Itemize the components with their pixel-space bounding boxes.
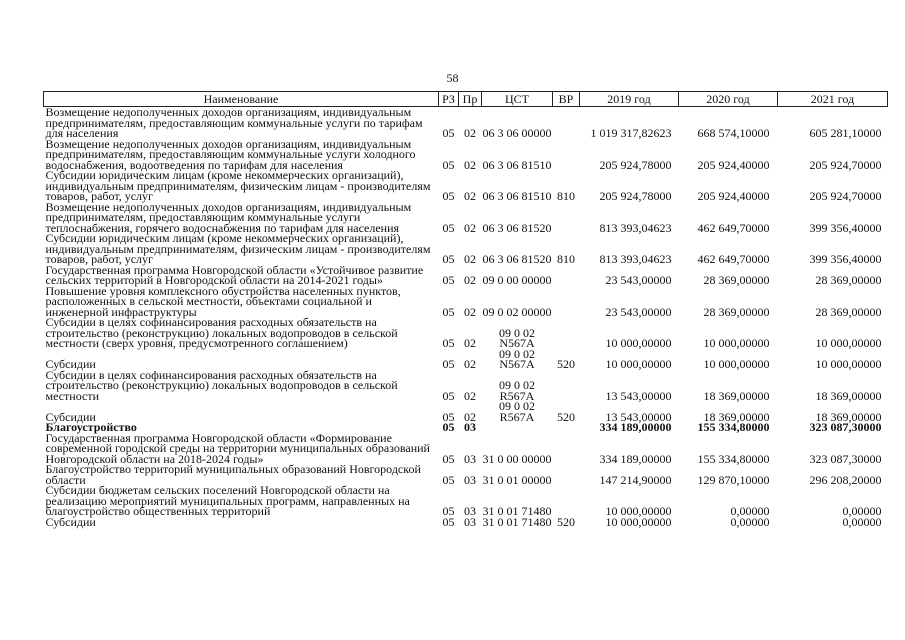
cell-2020: 129 870,10000 <box>697 472 770 487</box>
cell-name: Субсидии <box>45 409 96 424</box>
table-body <box>44 107 888 528</box>
cell-vr <box>553 422 580 433</box>
cell-vr <box>553 202 580 234</box>
header-vr: ВР <box>553 92 580 107</box>
page-number: 58 <box>446 71 459 85</box>
cell-vr <box>553 370 580 402</box>
cell-name: Субсидии <box>45 514 96 529</box>
table-row <box>44 433 888 465</box>
header-cst: ЦСТ <box>482 92 553 107</box>
budget-table <box>43 91 888 527</box>
cell-rz: 05 <box>442 157 455 172</box>
cell-vr <box>553 107 580 139</box>
cell-pr: 03 <box>464 451 476 466</box>
table-row <box>44 202 888 234</box>
cell-2021: 605 281,10000 <box>809 126 882 140</box>
cell-cst: 06 3 06 81520 <box>482 252 552 266</box>
cell-rz: 05 <box>442 336 455 350</box>
cell-cst: 09 0 02 N567A <box>499 325 535 350</box>
cell-2020: 28 369,00000 <box>703 304 770 319</box>
cell-2019: 813 393,04623 <box>599 252 672 266</box>
cell-cst: 06 3 06 00000 <box>482 126 552 140</box>
cell-2021: 399 356,40000 <box>809 220 882 235</box>
cell-vr <box>553 139 580 171</box>
cell-cst: 31 0 00 00000 <box>482 451 552 466</box>
table-row <box>44 317 888 349</box>
table-row <box>44 401 888 422</box>
cell-2019: 334 189,00000 <box>599 451 672 466</box>
cell-cst: 09 0 02 R567A <box>499 378 535 403</box>
cell-name: Благоустройство <box>45 420 137 434</box>
cell-vr: 520 <box>557 514 575 529</box>
cell-rz: 05 <box>442 451 455 466</box>
header-2019: 2019 год <box>580 92 679 107</box>
cell-vr: 810 <box>557 189 575 203</box>
cell-2020: 155 334,80000 <box>697 420 770 434</box>
table-row <box>44 517 888 528</box>
cell-pr: 02 <box>464 304 476 319</box>
cell-cst <box>482 422 553 433</box>
header-2021: 2021 год <box>778 92 888 107</box>
cell-name: Субсидии юридическим лицам (кроме некоммерческих организаций), индивидуальным предпринимателям, физическим лицам - производителям товаров, работ, услуг <box>45 231 431 266</box>
cell-2019: 13 543,00000 <box>605 388 672 403</box>
table-row <box>44 485 888 517</box>
cell-2020: 0,00000 <box>730 514 770 529</box>
cell-vr <box>553 317 580 349</box>
cell-2019: 205 924,78000 <box>599 189 672 203</box>
cell-pr: 02 <box>464 189 476 203</box>
table-row <box>44 370 888 402</box>
cell-cst: 31 0 01 00000 <box>482 472 552 487</box>
cell-2019: 10 000,00000 <box>605 357 672 371</box>
cell-2019: 13 543,00000 <box>605 409 672 424</box>
cell-name: Государственная программа Новгородской области «Формирование современной городской среды на территории муниципальных образований Новгородской области на 2018-2024 годы» <box>45 430 430 466</box>
cell-pr: 02 <box>464 409 476 424</box>
cell-2020: 462 649,70000 <box>697 252 770 266</box>
cell-rz: 05 <box>442 388 455 403</box>
cell-rz: 05 <box>442 409 455 424</box>
cell-rz: 05 <box>442 472 455 487</box>
cell-pr: 03 <box>464 472 476 487</box>
cell-2021: 18 369,00000 <box>815 388 882 403</box>
cell-pr: 02 <box>464 357 476 371</box>
cell-rz: 05 <box>442 273 455 287</box>
cell-rz: 05 <box>442 252 455 266</box>
cell-cst: 09 0 00 00000 <box>482 273 552 287</box>
cell-name: Благоустройство территорий муниципальных образований Новгородской области <box>45 462 421 487</box>
cell-2019: 23 543,00000 <box>605 273 672 287</box>
table-row <box>44 233 888 265</box>
cell-cst: 06 3 06 81510 <box>482 189 552 203</box>
cell-cst: 06 3 06 81510 <box>482 157 552 172</box>
cell-rz: 05 <box>442 126 455 140</box>
cell-2021: 10 000,00000 <box>815 357 882 371</box>
cell-2021: 28 369,00000 <box>815 304 882 319</box>
cell-2021: 323 087,30000 <box>809 451 882 466</box>
cell-vr <box>553 433 580 465</box>
cell-name: Субсидии в целях софинансирования расходных обязательств на строительство (реконструкцию) локальных водопроводов в сельской местности <box>45 367 398 403</box>
cell-rz: 05 <box>442 189 455 203</box>
cell-2021: 399 356,40000 <box>809 252 882 266</box>
cell-name: Повышение уровня комплексного обустройства населенных пунктов, расположенных в сельской местности, объектами социальной и инженерной инфраструктуры <box>45 283 401 319</box>
cell-cst: 09 0 02 R567A <box>499 399 535 424</box>
cell-pr: 03 <box>464 504 476 518</box>
cell-pr: 02 <box>464 388 476 403</box>
cell-2021: 205 924,70000 <box>809 157 882 172</box>
cell-2021: 18 369,00000 <box>815 409 882 424</box>
header-pr: Пр <box>459 92 482 107</box>
header-2020: 2020 год <box>679 92 778 107</box>
header-rz: РЗ <box>439 92 459 107</box>
cell-2020: 0,00000 <box>730 504 770 518</box>
cell-rz: 05 <box>442 420 455 434</box>
cell-pr: 02 <box>464 126 476 140</box>
cell-2021: 323 087,30000 <box>809 420 882 434</box>
cell-2021: 28 369,00000 <box>815 273 882 287</box>
cell-rz: 05 <box>442 504 455 518</box>
cell-2020: 205 924,40000 <box>697 189 770 203</box>
cell-name: Субсидии юридическим лицам (кроме некоммерческих организаций), индивидуальным предпринимателям, физическим лицам - производителям товаров, работ, услуг <box>45 168 431 203</box>
cell-vr: 520 <box>557 409 575 424</box>
cell-pr: 02 <box>464 336 476 350</box>
cell-pr: 03 <box>464 420 476 434</box>
cell-pr: 03 <box>464 514 476 529</box>
cell-2021: 0,00000 <box>842 514 882 529</box>
cell-2019: 147 214,90000 <box>599 472 672 487</box>
cell-rz: 05 <box>442 304 455 319</box>
cell-vr <box>553 485 580 517</box>
cell-2019: 1 019 317,82623 <box>590 126 672 140</box>
cell-pr: 02 <box>464 220 476 235</box>
table-row <box>44 464 888 485</box>
cell-vr <box>553 464 580 485</box>
cell-name: Государственная программа Новгородской области «Устойчивое развитие сельских территорий в Новгородской области на 2014-2021 годы» <box>45 262 424 287</box>
cell-2020: 205 924,40000 <box>697 157 770 172</box>
cell-name: Возмещение недополученных доходов организациям, индивидуальным предпринимателям, предоставляющим коммунальные услуги холодного водоснабжения, водоотведения по тарифам для населения <box>45 136 416 172</box>
cell-2019: 205 924,78000 <box>599 157 672 172</box>
header-name: Наименование <box>44 92 439 107</box>
cell-pr: 02 <box>464 157 476 172</box>
cell-2020: 462 649,70000 <box>697 220 770 235</box>
cell-rz: 05 <box>442 220 455 235</box>
cell-vr <box>553 265 580 286</box>
cell-2020: 18 369,00000 <box>703 409 770 424</box>
cell-2021: 296 208,20000 <box>809 472 882 487</box>
cell-name: Возмещение недополученных доходов организациям, индивидуальным предпринимателям, предоставляющим коммунальные услуги теплоснабжения, горячего водоснабжения по тарифам для населения <box>45 199 412 235</box>
table-row <box>44 170 888 202</box>
cell-vr: 520 <box>557 357 575 371</box>
cell-2020: 668 574,10000 <box>697 126 770 140</box>
cell-pr: 02 <box>464 252 476 266</box>
cell-cst: 31 0 01 71480 <box>482 514 552 529</box>
table-row <box>44 265 888 286</box>
cell-2019: 10 000,00000 <box>605 514 672 529</box>
table-row <box>44 139 888 171</box>
table-row <box>44 286 888 318</box>
cell-2019: 23 543,00000 <box>605 304 672 319</box>
cell-pr: 02 <box>464 273 476 287</box>
cell-2020: 155 334,80000 <box>697 451 770 466</box>
cell-vr: 810 <box>557 252 575 266</box>
cell-name: Субсидии бюджетам сельских поселений Новгородской области на реализацию мероприятий муниципальных программ, направленных на благоустройство общественных территорий <box>45 483 410 518</box>
cell-2020: 10 000,00000 <box>703 357 770 371</box>
table-row <box>44 349 888 370</box>
cell-2020: 10 000,00000 <box>703 336 770 350</box>
cell-2019: 10 000,00000 <box>605 336 672 350</box>
cell-2020: 28 369,00000 <box>703 273 770 287</box>
cell-cst: 09 0 02 N567A <box>499 346 535 371</box>
cell-2021: 0,00000 <box>842 504 882 518</box>
cell-2021: 205 924,70000 <box>809 189 882 203</box>
cell-2019: 334 189,00000 <box>599 420 672 434</box>
cell-vr <box>553 286 580 318</box>
cell-2019: 10 000,00000 <box>605 504 672 518</box>
cell-rz: 05 <box>442 514 455 529</box>
cell-name: Возмещение недополученных доходов организациям, индивидуальным предпринимателям, предоставляющим коммунальные услуги по тарифам для населения <box>45 105 423 140</box>
table-row <box>44 107 888 139</box>
cell-cst: 31 0 01 71480 <box>482 504 552 518</box>
cell-2020: 18 369,00000 <box>703 388 770 403</box>
cell-name: Субсидии <box>45 357 96 371</box>
cell-cst: 06 3 06 81520 <box>482 220 552 235</box>
cell-2019: 813 393,04623 <box>599 220 672 235</box>
cell-rz: 05 <box>442 357 455 371</box>
cell-cst: 09 0 02 00000 <box>482 304 552 319</box>
cell-2021: 10 000,00000 <box>815 336 882 350</box>
cell-name: Субсидии в целях софинансирования расходных обязательств на строительство (реконструкцию) локальных водопроводов в сельской местности (сверх уровня, предусмотренного соглашением) <box>45 315 398 350</box>
